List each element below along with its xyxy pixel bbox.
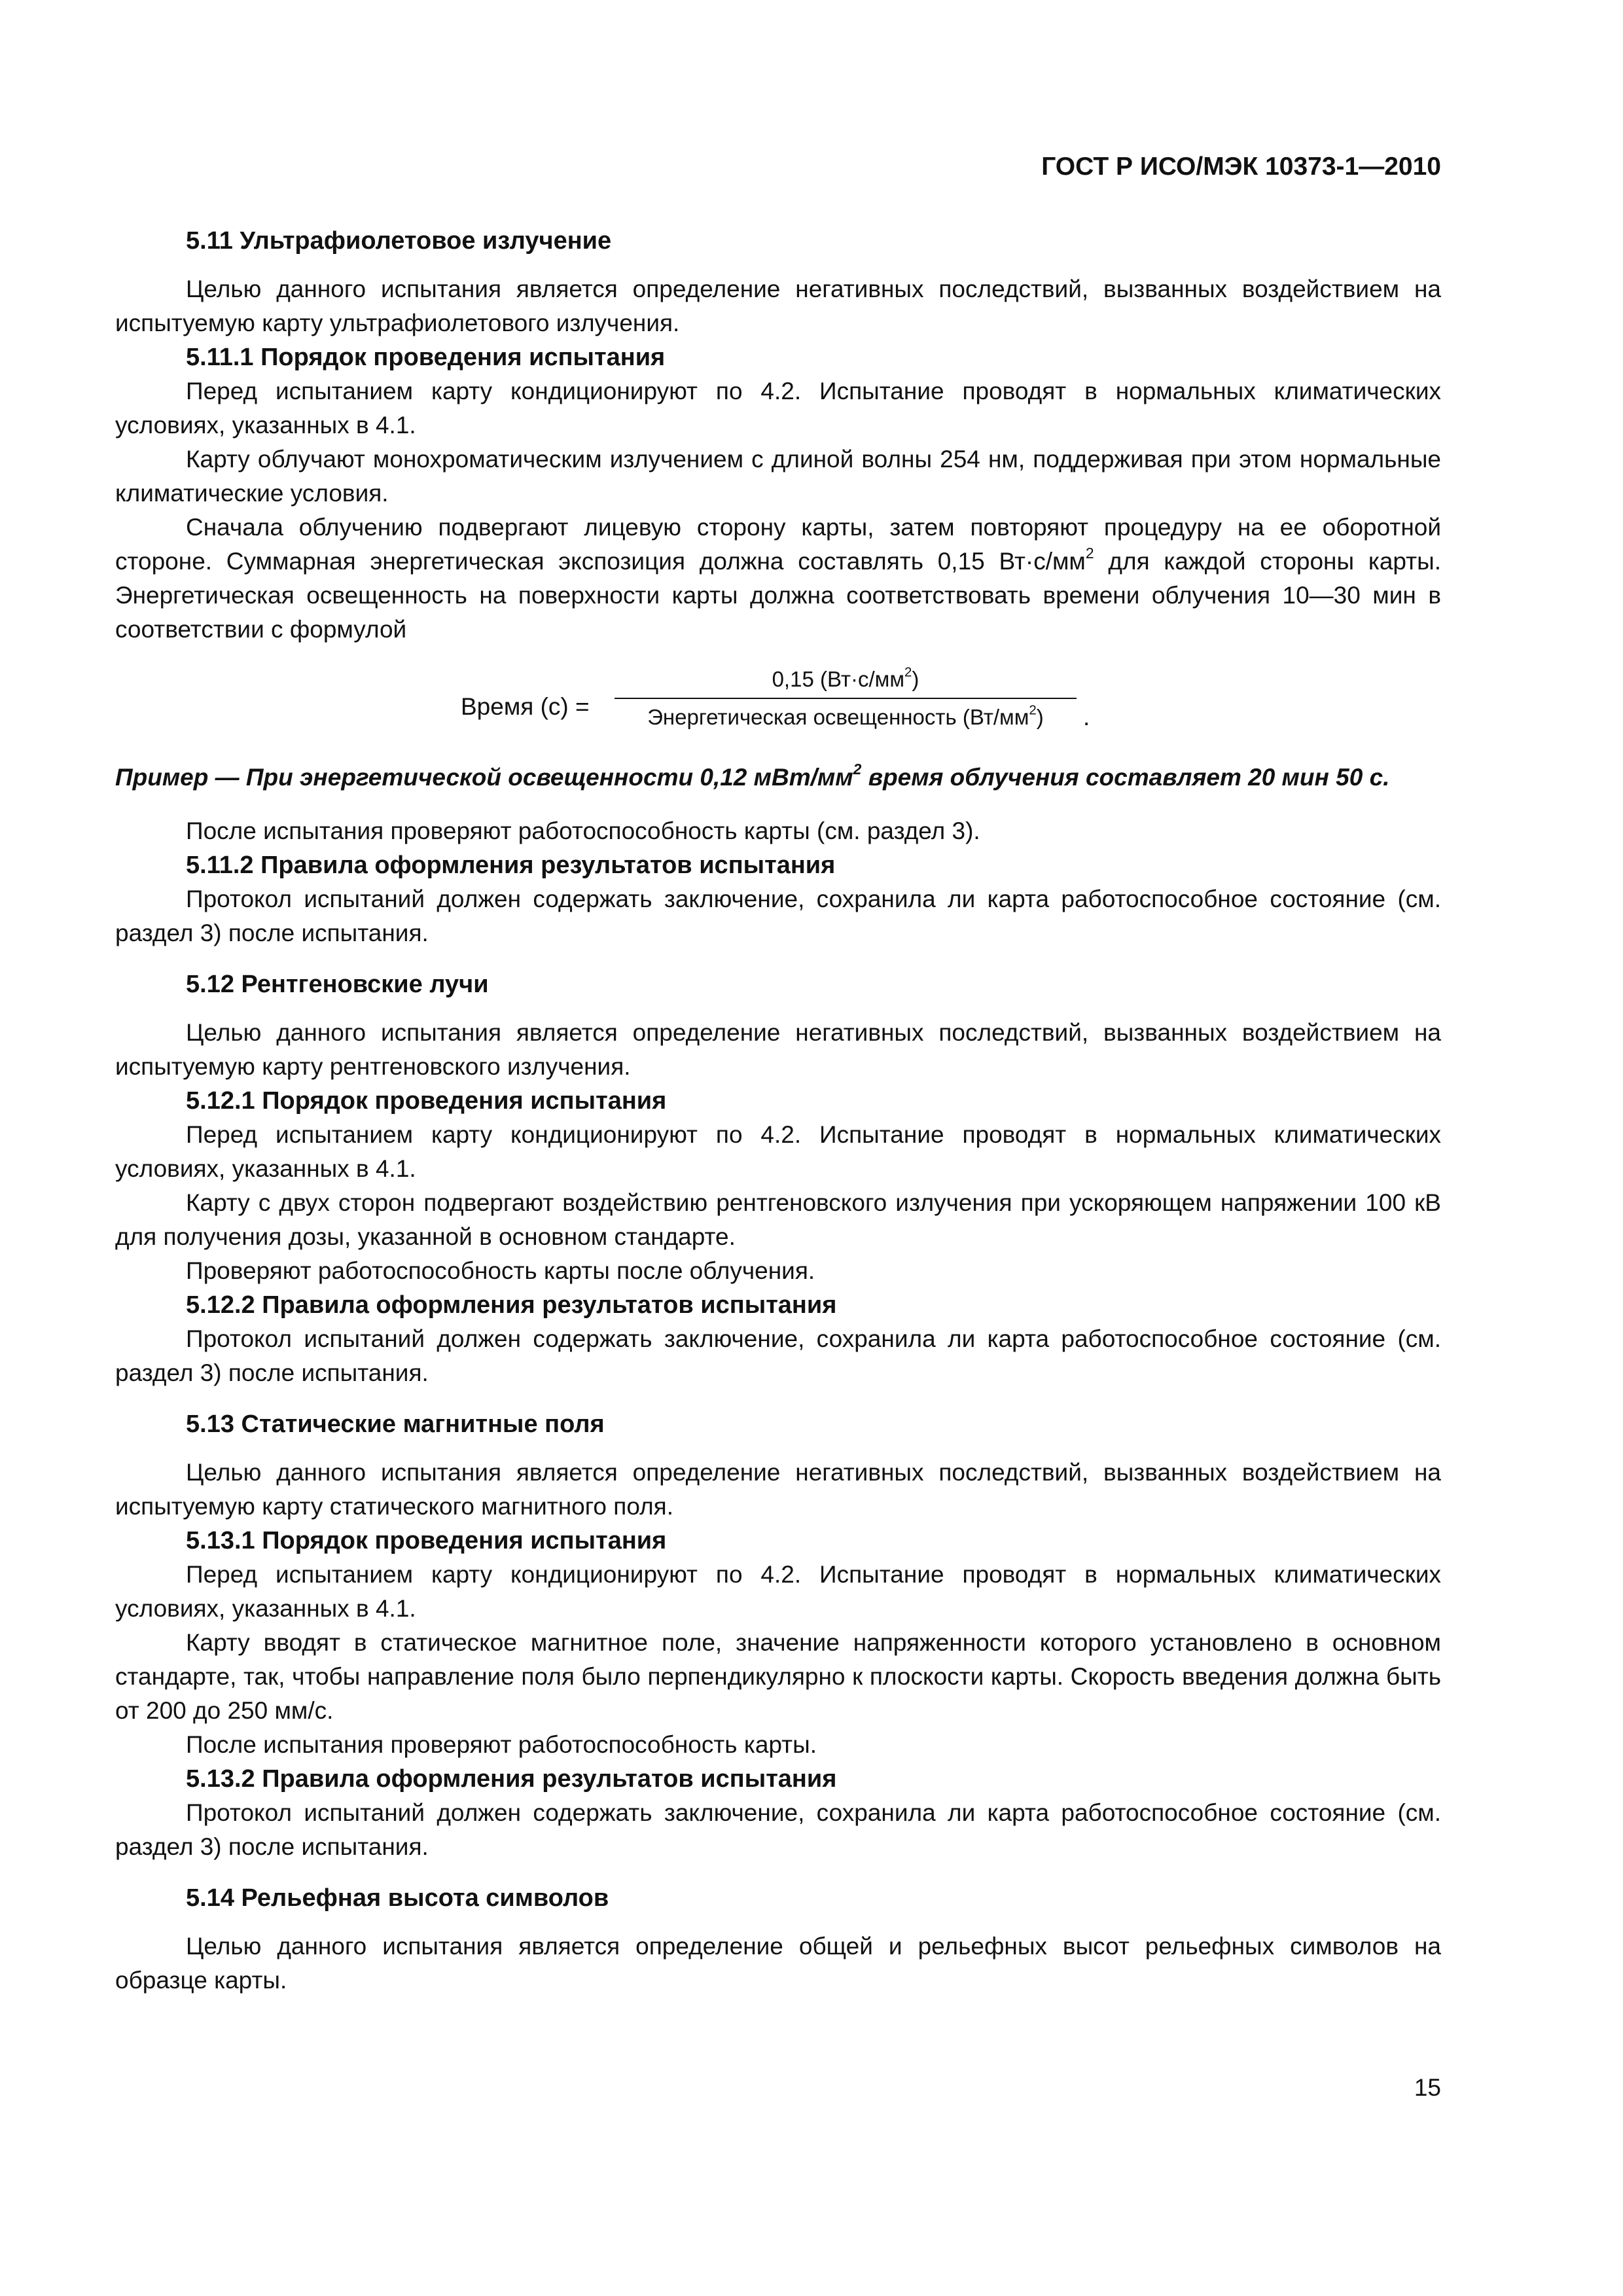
paragraph: После испытания проверяют работоспособность карты. xyxy=(186,1731,817,1758)
paragraph: Протокол испытаний должен содержать заключение, сохранила ли карта работоспособное состояние (см. раздел 3) после испытания. xyxy=(115,1799,1441,1860)
page-number: 15 xyxy=(1414,2074,1441,2101)
formula-end-dot: . xyxy=(1083,704,1090,730)
paragraph: Перед испытанием карту кондиционируют по 4.2. Испытание проводят в нормальных климатических условиях, указанных в 4.1. xyxy=(115,378,1441,439)
fraction-bar xyxy=(615,698,1077,699)
formula-exposure-time xyxy=(115,664,1441,746)
subsection-5-13-1-title: 5.13.1 Порядок проведения испытания xyxy=(186,1527,667,1554)
section-5-13-intro: Целью данного испытания является определение негативных последствий, вызванных воздействием на испытуемую карту статического магнитного поля. xyxy=(115,1459,1441,1520)
formula-numerator: 0,15 $(Вт\cdot с/мм^2)$ xyxy=(772,664,919,691)
section-5-11-title: 5.11 Ультрафиолетовое излучение xyxy=(186,227,612,255)
subsection-5-12-2-title: 5.12.2 Правила оформления результатов испытания xyxy=(186,1291,837,1319)
paragraph: Перед испытанием карту кондиционируют по 4.2. Испытание проводят в нормальных климатических условиях, указанных в 4.1. xyxy=(115,1561,1441,1622)
subsection-5-12-1-title: 5.12.1 Порядок проведения испытания xyxy=(186,1087,667,1115)
paragraph: Карту облучают монохроматическим излучением с длиной волны 254 нм, поддерживая при этом нормальные климатические условия. xyxy=(115,446,1441,507)
paragraph: Карту с двух сторон подвергают воздействию рентгеновского излучения при ускоряющем напряжении 100 кВ для получения дозы, указанной в основном стандарте. xyxy=(115,1189,1441,1250)
document-code-header: ГОСТ Р ИСО/МЭК 10373-1—2010 xyxy=(1041,152,1441,181)
section-5-14-title: 5.14 Рельефная высота символов xyxy=(186,1884,609,1912)
paragraph: Протокол испытаний должен содержать заключение, сохранила ли карта работоспособное состояние (см. раздел 3) после испытания. xyxy=(115,1325,1441,1386)
paragraph: После испытания проверяют работоспособность карты (см. раздел 3). xyxy=(186,817,980,844)
paragraph: Протокол испытаний должен содержать заключение, сохранила ли карта работоспособное состояние (см. раздел 3) после испытания. xyxy=(115,886,1441,946)
paragraph: Карту вводят в статическое магнитное поле, значение напряженности которого установлено в основном стандарте, так, чтобы направление поля было перпендикулярно к плоскости карты. Скорость введения должна быть от 200 до 250 мм/с. xyxy=(115,1629,1441,1724)
section-5-12-intro: Целью данного испытания является определение негативных последствий, вызванных воздействием на испытуемую карту рентгеновского излучения. xyxy=(115,1019,1441,1080)
section-5-13-title: 5.13 Статические магнитные поля xyxy=(186,1410,605,1438)
paragraph: Проверяют работоспособность карты после облучения. xyxy=(186,1257,815,1284)
formula-denominator: Энергетическая освещенность $(Вт/мм^2)$ xyxy=(647,702,1044,729)
formula-lhs: Время (с) = xyxy=(461,693,590,720)
section-5-11-intro: Целью данного испытания является определение негативных последствий, вызванных воздействием на испытуемую карту ультрафиолетового излучения. xyxy=(115,276,1441,336)
subsection-5-11-1-title: 5.11.1 Порядок проведения испытания xyxy=(186,344,666,371)
subsection-5-11-2-title: 5.11.2 Правила оформления результатов испытания xyxy=(186,852,836,879)
paragraph-exposure: Сначала облучению подвергают лицевую сторону карты, затем повторяют процедуру на ее оборотной стороне. Суммарная энергетическая экспозиция должна составлять 0,15 $Вт\cdot с/мм^2$ для каждой стороны карты. Энергетическая освещенность на поверхности карты должна соответствовать времени облучения 10—30 мин в соответствии с формулой xyxy=(115,514,1442,643)
subsection-5-13-2-title: 5.13.2 Правила оформления результатов испытания xyxy=(186,1765,837,1793)
formula-fraction xyxy=(615,664,1077,733)
section-5-12-title: 5.12 Рентгеновские лучи xyxy=(186,971,489,998)
document-body xyxy=(115,145,1441,1998)
example-note: Пример — При энергетической освещенности 0,12 мВт/$мм^2$ время облучения составляет 20 мин 50 с. xyxy=(115,760,1390,791)
section-5-14-intro: Целью данного испытания является определение общей и рельефных высот рельефных символов на образце карты. xyxy=(115,1933,1441,1994)
paragraph: Перед испытанием карту кондиционируют по 4.2. Испытание проводят в нормальных климатических условиях, указанных в 4.1. xyxy=(115,1121,1441,1182)
